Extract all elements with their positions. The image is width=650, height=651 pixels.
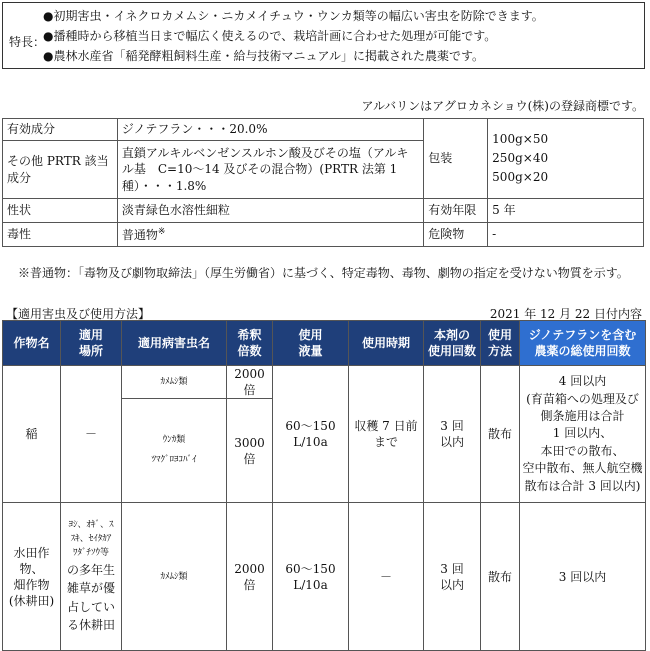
header-volume: 使用 液量: [273, 321, 349, 366]
toxicity-value: 普通物: [121, 227, 158, 242]
expiry-label: 有効年限: [424, 199, 488, 223]
package-label: 包装: [424, 119, 488, 199]
product-info-table: [2, 118, 644, 247]
header-total-count: ジノテフランを含む 農薬の総使用回数: [520, 321, 646, 366]
dilution-cell: 2000 倍: [227, 366, 273, 399]
section-title: 【適用害虫及び使用方法】: [6, 307, 151, 321]
expiry-value: 5 年: [488, 199, 644, 223]
toxicity-cell: [117, 223, 423, 247]
crop-cell: 稲: [3, 366, 61, 503]
header-method: 使用 方法: [481, 321, 520, 366]
place-cell: ﾖｼ、ｵｷﾞ、ｽ ｽｷ、ｾｲﾀｶｱ ﾜﾀﾞﾁｿｳ等 の多年生 雑草が優 占してい る休耕田: [61, 503, 122, 651]
pest-cell: ｶﾒﾑｼ類: [122, 503, 227, 651]
active-ingredient-value: ジノテフラン・・・20.0%: [117, 119, 423, 141]
package-item: 250g×40: [492, 150, 549, 165]
volume-cell: 60～150 L/10a: [273, 366, 349, 503]
toxicity-note: ※普通物：「毒物及び劇物取締法」（厚生労働省）に基づく、特定毒物、毒物、劇物の指定を受けない物質を示す。: [18, 266, 629, 280]
crop-cell: 水田作物、 畑作物 (休耕田): [3, 503, 61, 651]
usage-table: [2, 320, 646, 651]
hazard-label: 危険物: [424, 223, 488, 247]
toxicity-mark: ※: [157, 226, 166, 237]
form-value: 淡青緑色水溶性細粒: [117, 199, 423, 223]
package-item: 500g×20: [492, 170, 549, 185]
dilution-cell: 2000 倍: [227, 503, 273, 651]
features-box: [2, 2, 645, 69]
method-cell: 散布: [481, 366, 520, 503]
package-item: 100g×50: [492, 131, 549, 146]
toxicity-label: 毒性: [3, 223, 118, 247]
header-dilution: 希釈 倍数: [227, 321, 273, 366]
section-date: 2021 年 12 月 22 日付内容: [489, 307, 642, 321]
prtr-label: その他 PRTR 該当成分: [3, 141, 118, 199]
header-count: 本剤の 使用回数: [424, 321, 481, 366]
count-cell: 3 回 以内: [424, 366, 481, 503]
features-label: 特長：: [9, 35, 46, 49]
package-list: [488, 119, 644, 199]
count-cell: 3 回 以内: [424, 503, 481, 651]
pest-cell: ｶﾒﾑｼ類: [122, 366, 227, 399]
feature-line: ●初期害虫・イネクロカメムシ・ニカメイチュウ・ウンカ類等の幅広い害虫を防除できます。: [43, 9, 544, 23]
header-pest: 適用病害虫名: [122, 321, 227, 366]
total-count-cell: 3 回以内: [520, 503, 646, 651]
total-count-cell: 4 回以内 (育苗箱への処理及び 側条施用は合計 1 回以内、 本田での散布、 空中散布、無人航空機 散布は合計 3 回以内): [520, 366, 646, 503]
active-ingredient-label: 有効成分: [3, 119, 118, 141]
feature-line: ●播種時から移植当日まで幅広く使えるので、栽培計画に合わせた処理が可能です。: [43, 29, 497, 43]
hazard-value: -: [488, 223, 644, 247]
trademark-notice: アルバリンはアグロカネショウ(株)の登録商標です。: [361, 99, 644, 113]
table-row: [3, 366, 646, 399]
table-row: [3, 503, 646, 651]
header-place: 適用 場所: [61, 321, 122, 366]
pest-cell: ｳﾝｶ類 ﾂﾏｸﾞﾛﾖｺﾊﾞｲ: [122, 399, 227, 503]
volume-cell: 60～150 L/10a: [273, 503, 349, 651]
header-timing: 使用時期: [349, 321, 424, 366]
form-label: 性状: [3, 199, 118, 223]
timing-cell: －: [349, 503, 424, 651]
timing-cell: 収穫 7 日前 まで: [349, 366, 424, 503]
prtr-value: 直鎖アルキルベンゼンスルホン酸及びその塩（アルキル基 C=10～14 及びその混合物）(PRTR 法第 1 種）・・・1.8%: [117, 141, 423, 199]
dilution-cell: 3000 倍: [227, 399, 273, 503]
place-cell: －: [61, 366, 122, 503]
feature-line: ●農林水産省「稲発酵粗飼料生産・給与技術マニュアル」に掲載された農薬です。: [43, 49, 485, 63]
header-crop: 作物名: [3, 321, 61, 366]
method-cell: 散布: [481, 503, 520, 651]
